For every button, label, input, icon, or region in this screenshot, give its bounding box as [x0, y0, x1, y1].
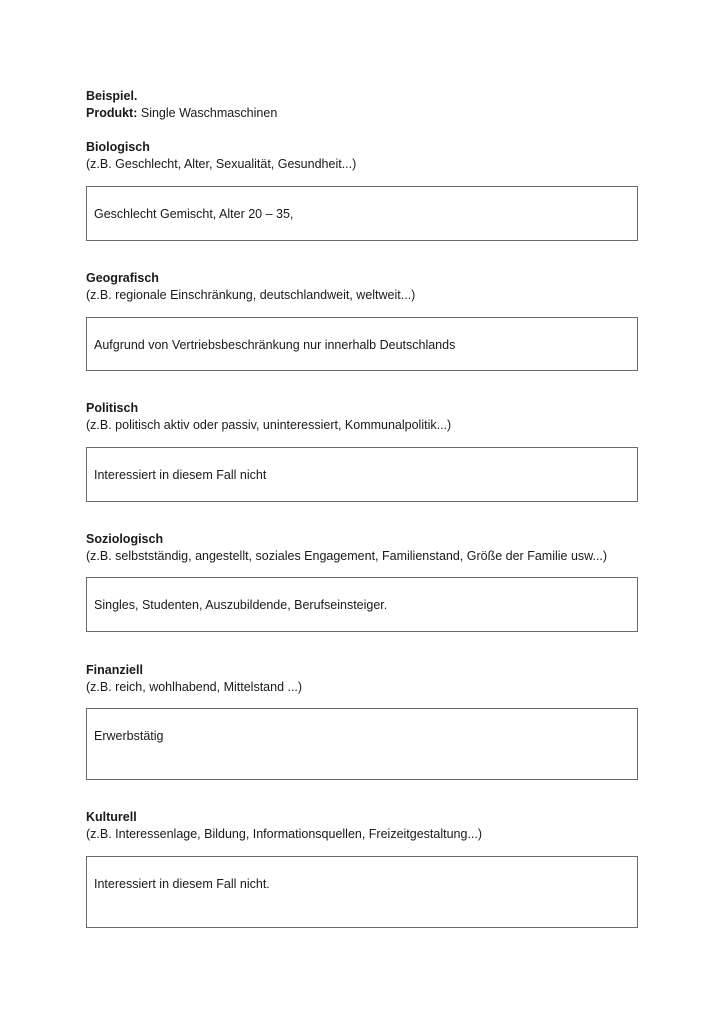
section-title: Finanziell — [86, 663, 143, 677]
document-header — [86, 88, 277, 122]
answer-box[interactable] — [86, 447, 638, 502]
product-label: Produkt: — [86, 106, 138, 120]
section-title: Kulturell — [86, 810, 137, 824]
section-title: Soziologisch — [86, 532, 164, 546]
section-geografisch — [86, 270, 638, 352]
answer-box[interactable] — [86, 577, 638, 632]
section-politisch — [86, 400, 638, 482]
section-hint: (z.B. Geschlecht, Alter, Sexualität, Gesundheit...) — [86, 157, 357, 171]
answer-text: Singles, Studenten, Auszubildende, Berufseinsteiger. — [94, 598, 388, 612]
answer-text: Aufgrund von Vertriebsbeschränkung nur innerhalb Deutschlands — [94, 338, 456, 352]
section-finanziell — [86, 662, 638, 743]
answer-box[interactable] — [86, 708, 638, 780]
answer-box[interactable] — [86, 317, 638, 371]
section-hint: (z.B. Interessenlage, Bildung, Informationsquellen, Freizeitgestaltung...) — [86, 827, 483, 841]
example-label: Beispiel. — [86, 89, 138, 103]
answer-box[interactable] — [86, 186, 638, 241]
section-biologisch — [86, 139, 638, 221]
section-kulturell — [86, 809, 638, 891]
answer-text: Interessiert in diesem Fall nicht. — [94, 877, 270, 891]
answer-text: Geschlecht Gemischt, Alter 20 – 35, — [94, 207, 294, 221]
section-hint: (z.B. selbstständig, angestellt, soziales Engagement, Familienstand, Größe der Familie usw...) — [86, 549, 608, 563]
section-title: Geografisch — [86, 271, 159, 285]
answer-box[interactable] — [86, 856, 638, 928]
section-hint: (z.B. politisch aktiv oder passiv, uninteressiert, Kommunalpolitik...) — [86, 418, 452, 432]
section-title: Politisch — [86, 401, 139, 415]
product-line — [86, 105, 277, 122]
answer-text: Interessiert in diesem Fall nicht — [94, 468, 267, 482]
section-hint: (z.B. reich, wohlhabend, Mittelstand ...) — [86, 680, 303, 694]
answer-text: Erwerbstätig — [94, 729, 164, 743]
product-value: Single Waschmaschinen — [137, 106, 278, 120]
section-soziologisch — [86, 531, 638, 612]
section-title: Biologisch — [86, 140, 150, 154]
section-hint: (z.B. regionale Einschränkung, deutschlandweit, weltweit...) — [86, 288, 416, 302]
